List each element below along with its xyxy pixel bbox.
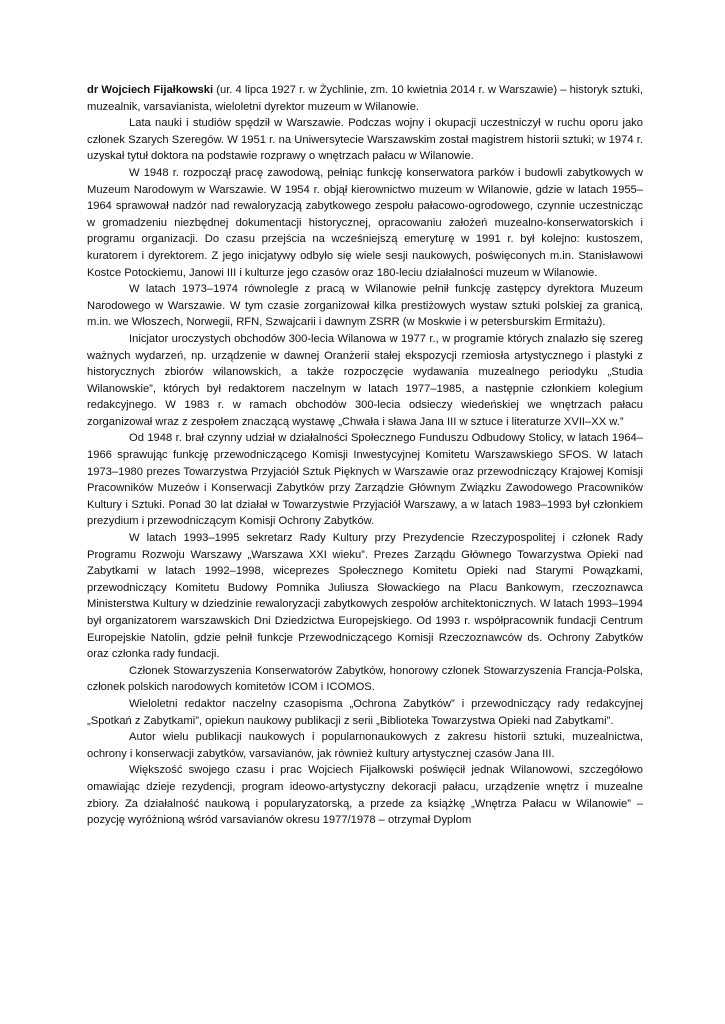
paragraph-education: Lata nauki i studiów spędził w Warszawie. Podczas wojny i okupacji uczestniczył w ruchu oporu jako członek Szarych Szeregów. W 1951 r. na Uniwersytecie Warszawskim został magistrem historii sztuki; w 1974 r. uzyskał tytuł doktora na podstawie rozprawy o wnętrzach pałacu w Wilanowie. (87, 117, 643, 163)
paragraph-societies: Od 1948 r. brał czynny udział w działalności Społecznego Funduszu Odbudowy Stolicy, w latach 1964–1966 sprawując funkcję przewodniczącego Komisji Inwestycyjnej Komitetu Warszawskiego SFOS. W latach 1973–1980 prezes Towarzystwa Przyjaciół Sztuk Pięknych w Warszawie oraz przewodniczący Krajowej Komisji Pracowników Muzeów i Konserwacji Zabytków przy Zarządzie Głównym Związku Zawodowego Pracowników Kultury i Sztuki. Ponad 30 lat działał w Towarzystwie Przyjaciół Warszawy, a w latach 1983–1993 był członkiem prezydium i przewodniczącym Komisji Ochrony Zabytków. (87, 432, 643, 528)
intro-paragraph (87, 82, 643, 115)
paragraph-career: W 1948 r. rozpoczął pracę zawodową, pełniąc funkcję konserwatora parków i budowli zabytkowych w Muzeum Narodowym w Warszawie. W 1954 r. objął kierownictwo muzeum w Wilanowie, gdzie w latach 1955–1964 sprawował nadzór nad rewaloryzacją zabytkowego zespołu pałacowo-ogrodowego, czynnie uczestnicząc w gromadzeniu niezbędnej dokumentacji historycznej, opracowaniu założeń muzealno-konserwatorskich i programu organizacji. Do czasu przejścia na wcześniejszą emeryturę w 1991 r. był kolejno: kustoszem, kuratorem i dyrektorem. Z jego inicjatywy odbyło się wiele sesji naukowych, poświęconych m.in. Stanisławowi Kostce Potockiemu, Janowi III i kulturze jego czasów oraz 180-leciu działalności muzeum w Wilanowie. (87, 166, 643, 279)
document-body (87, 82, 643, 829)
paragraph-anniversary: Inicjator uroczystych obchodów 300-lecia Wilanowa w 1977 r., w programie których znalazło się szereg ważnych wydarzeń, np. urządzenie w dawnej Oranżerii stałej ekspozycji rzemiosła artystycznego i plastyki z historycznych zbiorów wilanowskich, a także rozpoczęcie wydawania muzealnego periodyku „Studia Wilanowskie”, których był redaktorem naczelnym w latach 1977–1985, a następnie członkiem kolegium redakcyjnego. W 1983 r. w ramach obchodów 300-lecia odsieczy wiedeńskiej we wnętrzach pałacu zorganizował wraz z zespołem znaczącą wystawę „Chwała i sława Jana III w sztuce i literaturze XVII–XX w.” (87, 332, 643, 428)
paragraph-wilanow: Większość swojego czasu i prac Wojciech Fijałkowski poświęcił jednak Wilanowowi, szczegółowo omawiając dzieje rezydencji, program ideowo-artystyczny dekoracji pałacu, urządzenie wnętrz i muzealne zbiory. Za działalność naukową i popularyzatorską, a przede za książkę „Wnętrza Pałacu w Wilanowie” – pozycję wyróżnioną wśród varsavianów okresu 1977/1978 – otrzymał Dyplom (87, 764, 643, 827)
paragraph-editor: Wieloletni redaktor naczelny czasopisma „Ochrona Zabytków” i przewodniczący rady redakcyjnej „Spotkań z Zabytkami”, opiekun naukowy publikacji z serii „Biblioteka Towarzystwa Opieki nad Zabytkami”. (87, 697, 643, 727)
intro-text: (ur. 4 lipca 1927 r. w Żychlinie, zm. 10 kwietnia 2014 r. w Warszawie) – historyk sztuki, muzealnik, varsavianista, wieloletni dyrektor muzeum w Wilanowie. (87, 84, 643, 113)
person-name: dr Wojciech Fijałkowski (87, 84, 214, 96)
paragraph-membership: Członek Stowarzyszenia Konserwatorów Zabytków, honorowy członek Stowarzyszenia Francja-Polska, członek polskich narodowych komitetów ICOM i ICOMOS. (87, 664, 643, 694)
paragraph-national-museum: W latach 1973–1974 równolegle z pracą w Wilanowie pełnił funkcję zastępcy dyrektora Muzeum Narodowego w Warszawie. W tym czasie zorganizował kilka prestiżowych wystaw sztuki polskiej za granicą, m.in. we Włoszech, Norwegii, RFN, Szwajcarii i dawnym ZSRR (w Moskwie i w petersburskim Ermitażu). (87, 283, 643, 329)
paragraph-publications: Autor wielu publikacji naukowych i popularnonaukowych z zakresu historii sztuki, muzealnictwa, ochrony i konserwacji zabytków, varsavianów, jak również kultury artystycznej czasów Jana III. (87, 731, 643, 760)
paragraph-council: W latach 1993–1995 sekretarz Rady Kultury przy Prezydencie Rzeczypospolitej i członek Rady Programu Rozwoju Warszawy „Warszawa XXI wieku”. Prezes Zarządu Głównego Towarzystwa Opieki nad Zabytkami w latach 1992–1998, wiceprezes Społecznego Komitetu Opieki nad Starymi Powązkami, przewodniczący Komitetu Budowy Pomnika Juliusza Słowackiego na Placu Bankowym, rzeczoznawca Ministerstwa Kultury w dziedzinie rewaloryzacji zabytkowych zespołów architektonicznych. W latach 1993–1994 był organizatorem warszawskich Dni Dziedzictwa Europejskiego. Od 1993 r. współpracownik fundacji Centrum Europejskie Natolin, gdzie pełnił funkcje Przewodniczącego Komisji Rzeczoznawców ds. Ochrony Zabytków oraz członka rady fundacji. (87, 532, 643, 661)
